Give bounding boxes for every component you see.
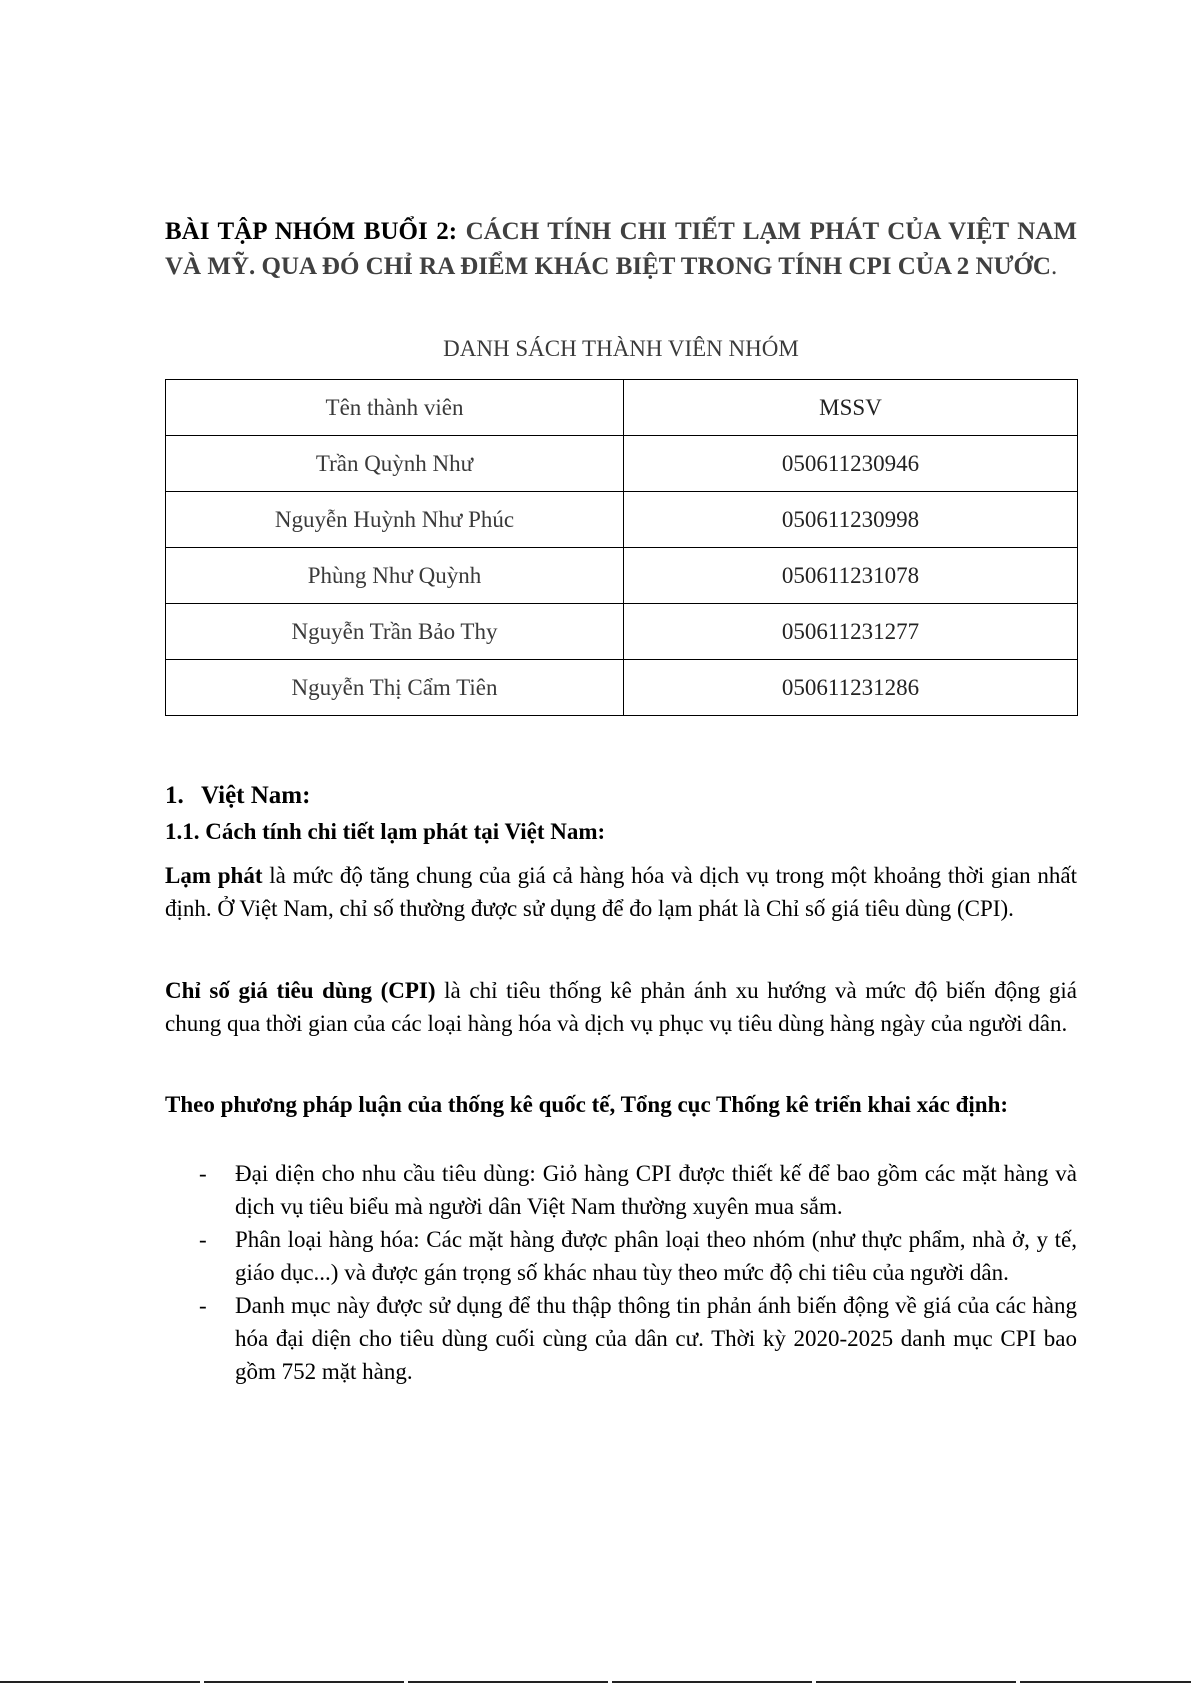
member-id: 050611230998 <box>624 492 1078 548</box>
paragraph-text: là mức độ tăng chung của giá cả hàng hóa và dịch vụ trong một khoảng thời gian nhất định. Ở Việt Nam, chỉ số thường được sử dụng để đo lạm phát là Chỉ số giá tiêu dùng (CPI). <box>165 863 1077 921</box>
member-id: 050611230946 <box>624 436 1078 492</box>
title-end: . <box>1050 253 1058 280</box>
section-heading <box>165 780 310 812</box>
member-id: 050611231277 <box>624 604 1078 660</box>
section-number: 1. <box>165 782 184 809</box>
table-row <box>166 660 1078 716</box>
table-row <box>166 604 1078 660</box>
bullet-dash: - <box>199 1227 207 1252</box>
members-table <box>165 379 1078 716</box>
member-id: 050611231078 <box>624 548 1078 604</box>
paragraph-text: là chỉ tiêu thống kê phản ánh xu hướng và mức độ biến động giá chung qua thời gian của các loại hàng hóa và dịch vụ phục vụ tiêu dùng hàng ngày của người dân. <box>165 978 1077 1036</box>
list-item-text: Phân loại hàng hóa: Các mặt hàng được phân loại theo nhóm (như thực phẩm, nhà ở, y tế, giáo dục...) và được gán trọng số khác nhau tùy theo mức độ chi tiêu của người dân. <box>235 1227 1077 1285</box>
bullet-list <box>165 1157 1077 1388</box>
table-row <box>166 436 1078 492</box>
header-student-id: MSSV <box>624 380 1078 436</box>
list-item-text: Danh mục này được sử dụng để thu thập thông tin phản ánh biến động về giá của các hàng hóa đại diện cho tiêu dùng cuối cùng của dân cư. Thời kỳ 2020-2025 danh mục CPI bao gồm 752 mặt hàng. <box>235 1293 1077 1384</box>
list-item-text: Đại diện cho nhu cầu tiêu dùng: Giỏ hàng CPI được thiết kế để bao gồm các mặt hàng và dịch vụ tiêu biểu mà người dân Việt Nam thường xuyên mua sắm. <box>235 1161 1077 1219</box>
document-title <box>165 214 1077 284</box>
paragraph-inflation <box>165 859 1077 925</box>
term-inflation: Lạm phát <box>165 863 263 888</box>
section-title: Việt Nam: <box>201 782 311 809</box>
list-item <box>165 1223 1077 1289</box>
table-header-row <box>166 380 1078 436</box>
member-name: Nguyễn Thị Cẩm Tiên <box>166 660 624 716</box>
term-cpi: Chỉ số giá tiêu dùng (CPI) <box>165 978 436 1003</box>
member-name: Nguyễn Trần Bảo Thy <box>166 604 624 660</box>
member-id: 050611231286 <box>624 660 1078 716</box>
members-caption: DANH SÁCH THÀNH VIÊN NHÓM <box>443 336 799 361</box>
title-rest: CÁCH TÍNH CHI TIẾT LẠM PHÁT CỦA VIỆT NAM VÀ MỸ. QUA ĐÓ CHỈ RA ĐIỂM KHÁC BIỆT TRONG TÍNH CPI CỦA 2 NƯỚC <box>165 218 1077 280</box>
list-item <box>165 1157 1077 1223</box>
table-row <box>166 492 1078 548</box>
subsection-heading: 1.1. Cách tính chi tiết lạm phát tại Việt Nam: <box>165 819 606 844</box>
member-name: Nguyễn Huỳnh Như Phúc <box>166 492 624 548</box>
list-item <box>165 1289 1077 1388</box>
bullet-dash: - <box>199 1293 207 1318</box>
member-name: Phùng Như Quỳnh <box>166 548 624 604</box>
header-member-name: Tên thành viên <box>166 380 624 436</box>
bullet-dash: - <box>199 1161 207 1186</box>
member-name: Trần Quỳnh Như <box>166 436 624 492</box>
table-row <box>166 548 1078 604</box>
page-bottom-divider <box>0 1681 1191 1683</box>
title-lead: BÀI TẬP NHÓM BUỔI 2: <box>165 218 458 245</box>
paragraph-cpi <box>165 974 1077 1040</box>
paragraph-methodology: Theo phương pháp luận của thống kê quốc tế, Tổng cục Thống kê triển khai xác định: <box>165 1092 1009 1117</box>
